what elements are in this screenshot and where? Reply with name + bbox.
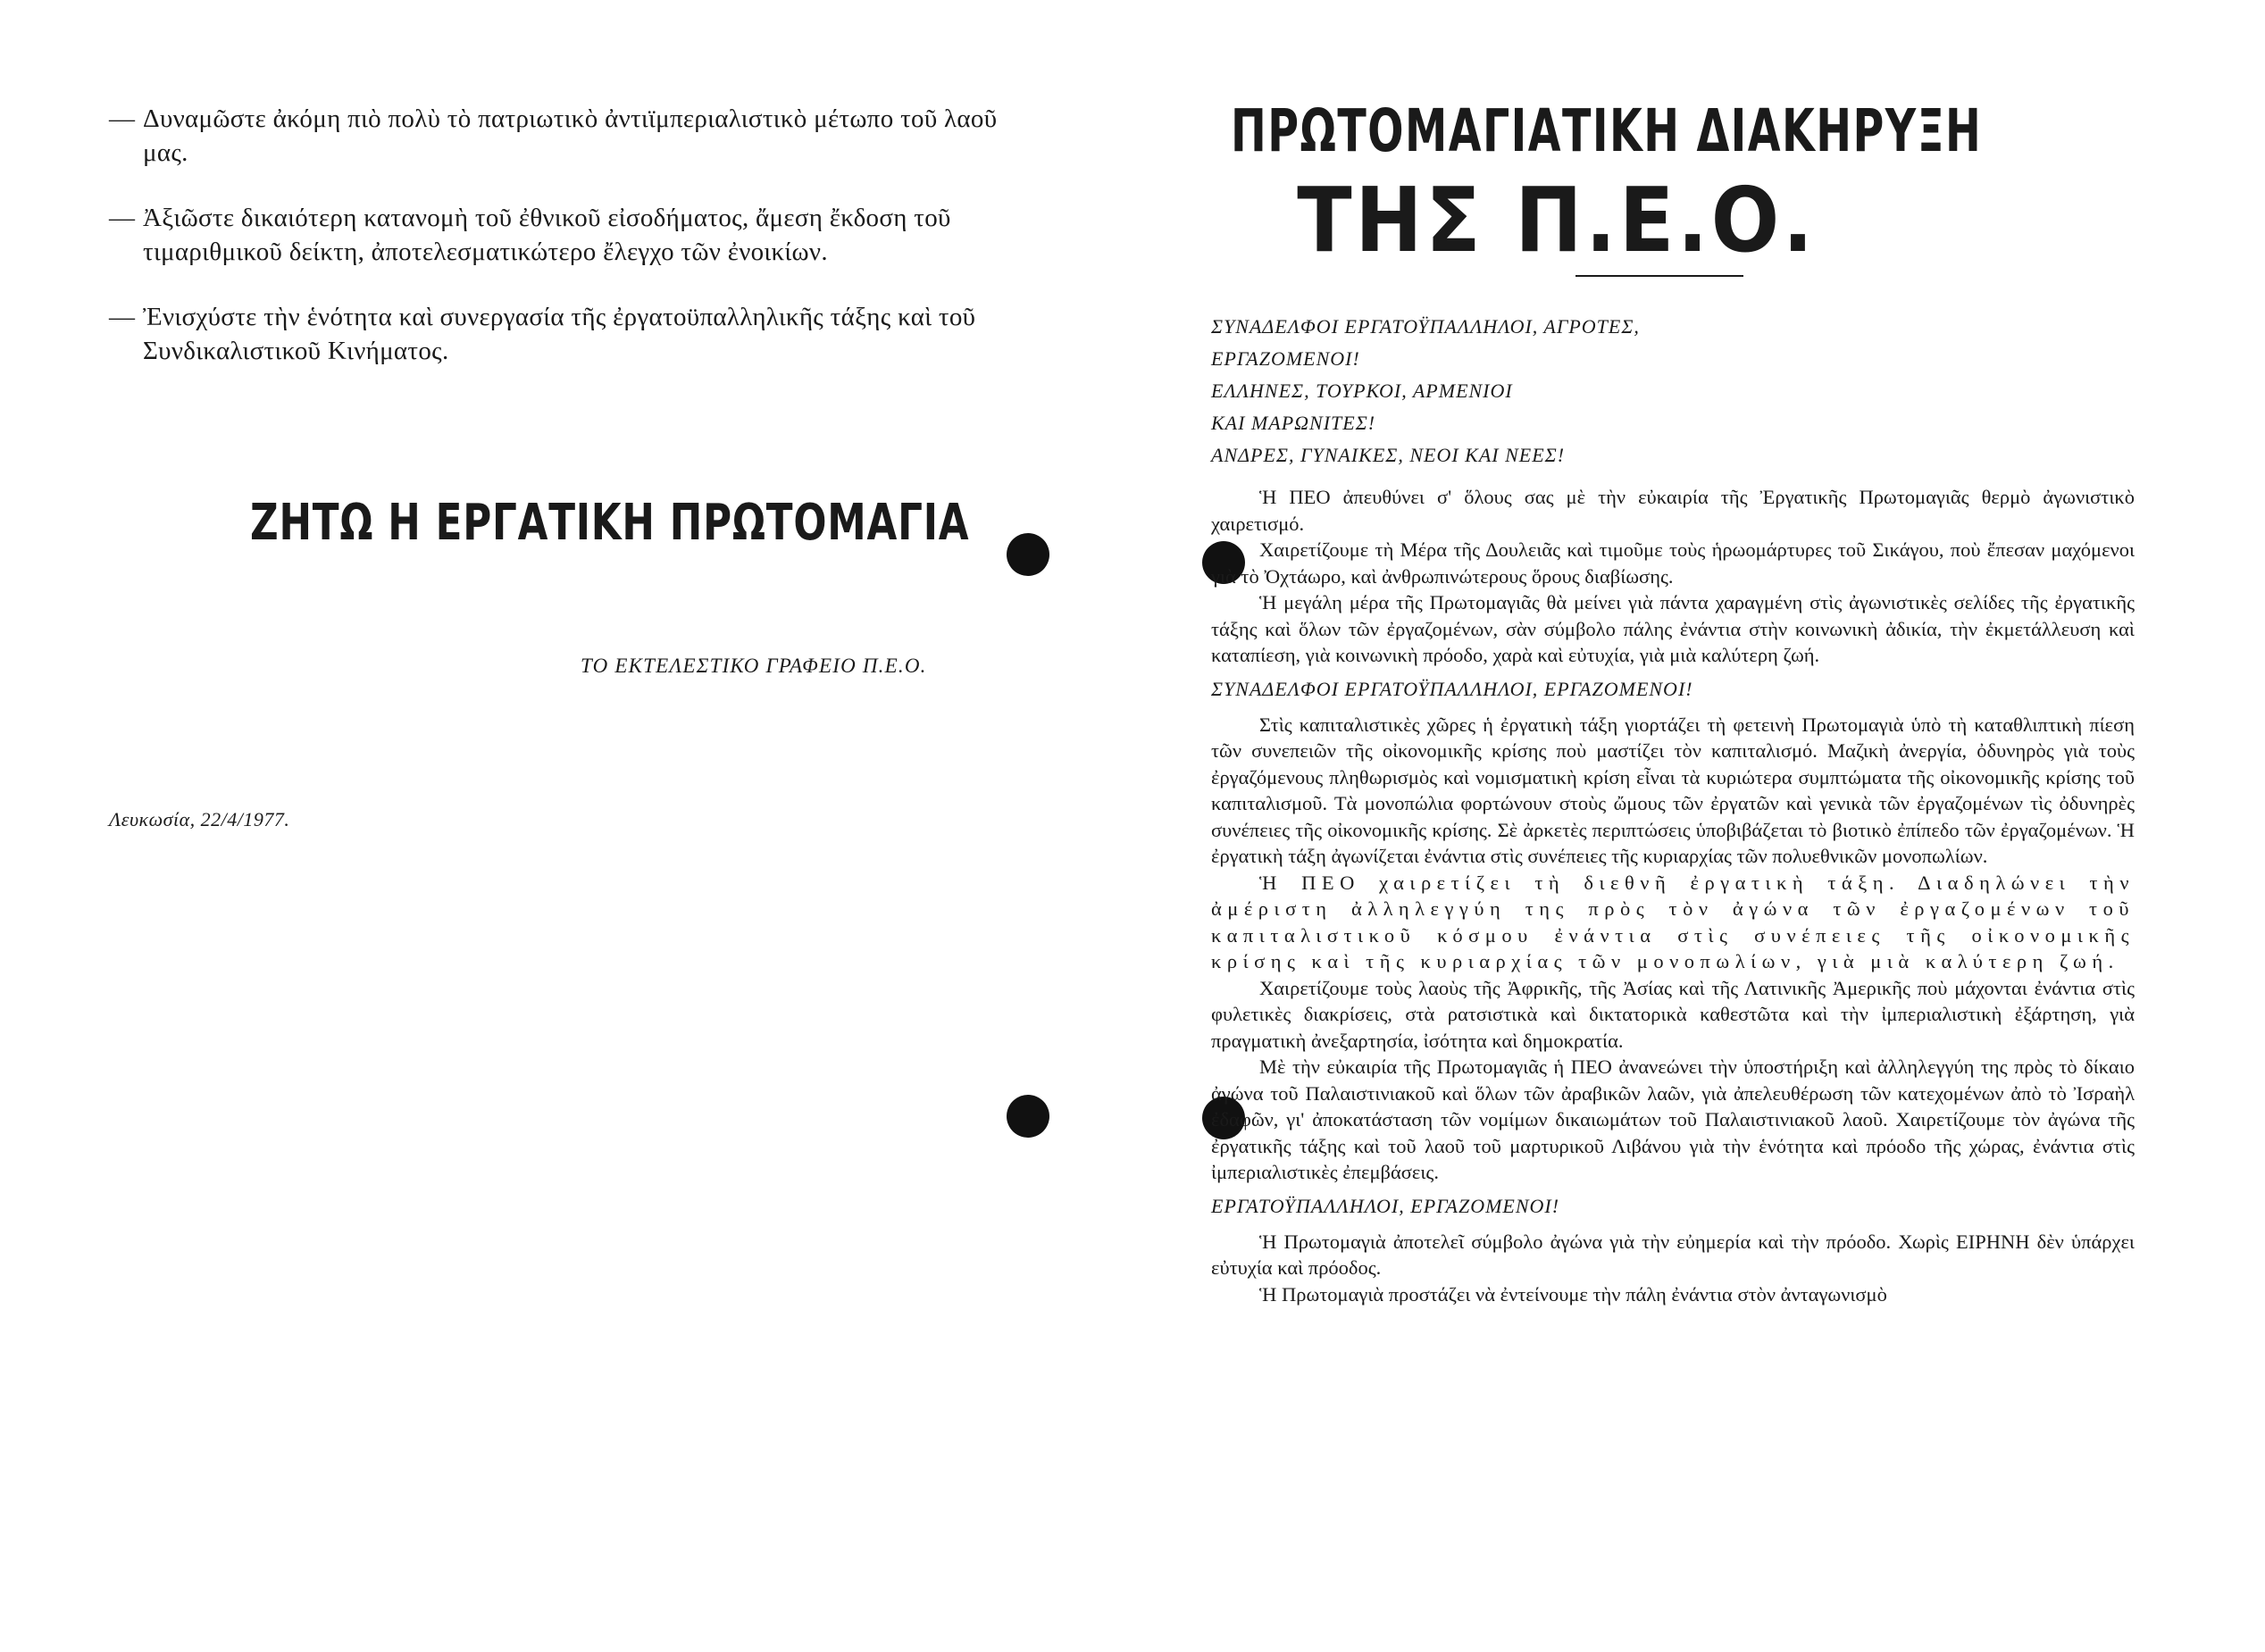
binder-hole-icon <box>1007 533 1049 576</box>
greeting-block <box>1211 311 2135 471</box>
demand-item <box>109 201 1020 269</box>
paragraph: Ἡ Πρωτομαγιὰ ἀποτελεῖ σύμβολο ἀγώνα γιὰ τὴν εὐημερία καὶ τὴν πρόοδο. Χωρὶς ΕΙΡΗΝΗ δὲν ὑπάρχει εὐτυχία καὶ πρόοδος. <box>1211 1230 2135 1279</box>
paragraph: Στὶς καπιταλιστικὲς χῶρες ἡ ἐργατικὴ τάξη γιορτάζει τὴ φετεινὴ Πρωτομαγιὰ ὑπὸ τὴ καταθλιπτικὴ πίεση τῶν συνεπειῶν τῆς οἰκονομικῆς κρίσης ποὺ μαστίζει τὸν καπιταλισμό. Μαζικὴ ἀνεργία, ὀδυνηρὸς γιὰ τοὺς ἐργαζόμενους πληθωρισμὸς καὶ νομισματικὴ κρίση εἶναι τὰ κυριώτερα συμπτώματα τῆς οἰκονομικῆς κρίσης τοῦ καπιταλισμοῦ. Τὰ μονοπώλια φορτώνουν στοὺς ὤμους τῶν ἐργατῶν καὶ γενικὰ τῶν ἐργαζομένων τὶς ὀδυνηρὲς συνέπειες τῆς οἰκονομικῆς κρίσης. Σὲ ἀρκετὲς περιπτώσεις ὑποβιβάζεται τὸ βιοτικὸ ἐπίπεδο τῶν ἐργαζομένων. Ἡ ἐργατικὴ τάξη ἀγωνίζεται ἐνάντια στὶς συνέπειες τῆς κυριαρχίας τῶν πολυεθνικῶν μονοπωλίων. <box>1211 713 2135 867</box>
left-page <box>0 0 1132 1652</box>
demand-text: Ἀξιῶστε δικαιότερη κατανομὴ τοῦ ἐθνικοῦ εἰσοδήματος, ἄμεση ἔκδοση τοῦ τιμαριθμικοῦ δείκτη, ἀποτελεσματικώτερο ἔλεγχο τῶν ἐνοικίων. <box>143 204 951 266</box>
section-heading: ΣΥΝΑΔΕΛΦΟΙ ΕΡΓΑΤΟΫΠΑΛΛΗΛΟΙ, ΕΡΓΑΖΟΜΕΝΟΙ! <box>1211 677 1693 700</box>
paragraph: Ἡ ΠΕΟ ἀπευθύνει σ' ὅλους σας μὲ τὴν εὐκαιρία τῆς Ἐργατικῆς Πρωτομαγιᾶς θερμὸ ἀγωνιστικὸ χαιρετισμό. <box>1211 486 2135 535</box>
dash-mark: — <box>109 303 136 331</box>
right-page <box>1132 0 2265 1652</box>
declaration-body <box>1211 311 2135 1307</box>
demand-item <box>109 300 1020 368</box>
signature: ΤΟ ΕΚΤΕΛΕΣΤΙΚΟ ΓΡΑΦΕΙΟ Π.Ε.Ο. <box>581 655 927 677</box>
paragraph: Ἡ ΠΕΟ χαιρετίζει τὴ διεθνῆ ἐργατικὴ τάξη. Διαδηλώνει τὴν ἀμέριστη ἀλληλεγγύη της πρὸς τὸν ἀγώνα τῶν ἐργαζομένων τοῦ καπιταλιστικοῦ κόσμου ἐνάντια στὶς συνέπειες τῆς οἰκονομικῆς κρίσης καὶ τῆς κυριαρχίας τῶν μονοπωλίων, γιὰ μιὰ καλύτερη ζωή. <box>1211 871 2135 972</box>
binder-hole-icon <box>1007 1095 1049 1138</box>
greeting-line: ΚΑΙ ΜΑΡΩΝΙΤΕΣ! <box>1211 412 1376 434</box>
demand-item <box>109 102 1020 170</box>
dash-mark: — <box>109 204 136 232</box>
paragraph: Χαιρετίζουμε τοὺς λαοὺς τῆς Ἀφρικῆς, τῆς Ἀσίας καὶ τῆς Λατινικῆς Ἀμερικῆς ποὺ μάχονται ἐνάντια στὶς φυλετικὲς διακρίσεις, στὰ ρατσιστικὰ καὶ δικτατορικὰ καθεστῶτα καὶ τὴν ἰμπεριαλιστικὴ ἐξάρτηση, γιὰ πραγματικὴ ἀνεξαρτησία, ἰσότητα καὶ δημοκρατία. <box>1211 976 2135 1052</box>
paragraph: Ἡ μεγάλη μέρα τῆς Πρωτομαγιᾶς θὰ μείνει γιὰ πάντα χαραγμένη στὶς ἀγωνιστικὲς σελίδες τῆς ἐργατικῆς τάξης καὶ ὅλων τῶν ἐργαζομένων, σὰν σύμβολο πάλης ἐνάντια στὴν κοινωνικὴ ἀδικία, τὴν ἐκμετάλλευση καὶ καταπίεση, γιὰ κοινωνικὴ πρόοδο, χαρὰ καὶ εὐτυχία, γιὰ μιὰ καλύτερη ζωή. <box>1211 591 2135 666</box>
may-day-slogan: ΖΗΤΩ Η ΕΡΓΑΤΙΚΗ ΠΡΩΤΟΜΑΓΙΑ <box>250 494 970 552</box>
dash-mark: — <box>109 104 136 133</box>
greeting-line: ΣΥΝΑΔΕΛΦΟΙ ΕΡΓΑΤΟΫΠΑΛΛΗΛΟΙ, ΑΓΡΟΤΕΣ, <box>1211 315 1640 338</box>
date-place: Λευκωσία, 22/4/1977. <box>109 808 290 830</box>
demands-list <box>109 102 1020 399</box>
greeting-line: ΑΝΔΡΕΣ, ΓΥΝΑΙΚΕΣ, ΝΕΟΙ ΚΑΙ ΝΕΕΣ! <box>1211 444 1566 466</box>
greeting-line: ΕΡΓΑΖΟΜΕΝΟΙ! <box>1211 347 1360 370</box>
greeting-line: ΕΛΛΗΝΕΣ, ΤΟΥΡΚΟΙ, ΑΡΜΕΝΙΟΙ <box>1211 380 1513 402</box>
declaration-title: ΠΡΩΤΟΜΑΓΙΑΤΙΚΗ ΔΙΑΚΗΡΥΞΗ <box>1231 96 1983 165</box>
declaration-subtitle: ΤΗΣ Π.Ε.Ο. <box>1297 168 1817 272</box>
paragraph: Χαιρετίζουμε τὴ Μέρα τῆς Δουλειᾶς καὶ τιμοῦμε τοὺς ἡρωομάρτυρες τοῦ Σικάγου, ποὺ ἔπεσαν μαχόμενοι γιὰ τὸ Ὀχτάωρο, καὶ ἀνθρωπινώτερους ὅρους διαβίωσης. <box>1211 538 2135 588</box>
demand-text: Δυναμῶστε ἀκόμη πιὸ πολὺ τὸ πατριωτικὸ ἀντιϊμπεριαλιστικὸ μέτωπο τοῦ λαοῦ μας. <box>143 104 998 167</box>
paragraph: Ἡ Πρωτομαγιὰ προστάζει νὰ ἐντείνουμε τὴν πάλη ἐνάντια στὸν ἀνταγωνισμὸ <box>1259 1282 1887 1306</box>
paragraph: Μὲ τὴν εὐκαιρία τῆς Πρωτομαγιᾶς ἡ ΠΕΟ ἀνανεώνει τὴν ὑποστήριξη καὶ ἀλληλεγγύη της πρὸς τὸ δίκαιο ἀγώνα τοῦ Παλαιστινιακοῦ καὶ ὅλων τῶν ἀραβικῶν λαῶν, γιὰ ἀπελευθέρωση τῶν κατεχομένων ἀπὸ τὸ Ἰσραὴλ ἐδαφῶν, γι' ἀποκατάσταση τῶν νομίμων δικαιωμάτων τοῦ Παλαιστινιακοῦ λαοῦ. Χαιρετίζουμε τὸν ἀγώνα τῆς ἐργατικῆς τάξης καὶ τοῦ λαοῦ τοῦ μαρτυρικοῦ Λιβάνου γιὰ τὴν ἑνότητα καὶ πρόοδο τῆς χώρας, ἐνάντια στὶς ἰμπεριαλιστικὲς ἐπεμβάσεις. <box>1211 1055 2135 1183</box>
demand-text: Ἐνισχύστε τὴν ἑνότητα καὶ συνεργασία τῆς ἐργατοϋπαλληλικῆς τάξης καὶ τοῦ Συνδικαλιστικοῦ Κινήματος. <box>143 303 976 365</box>
section-heading: ΕΡΓΑΤΟΫΠΑΛΛΗΛΟΙ, ΕΡΓΑΖΟΜΕΝΟΙ! <box>1211 1194 1560 1217</box>
title-divider <box>1575 275 1743 277</box>
